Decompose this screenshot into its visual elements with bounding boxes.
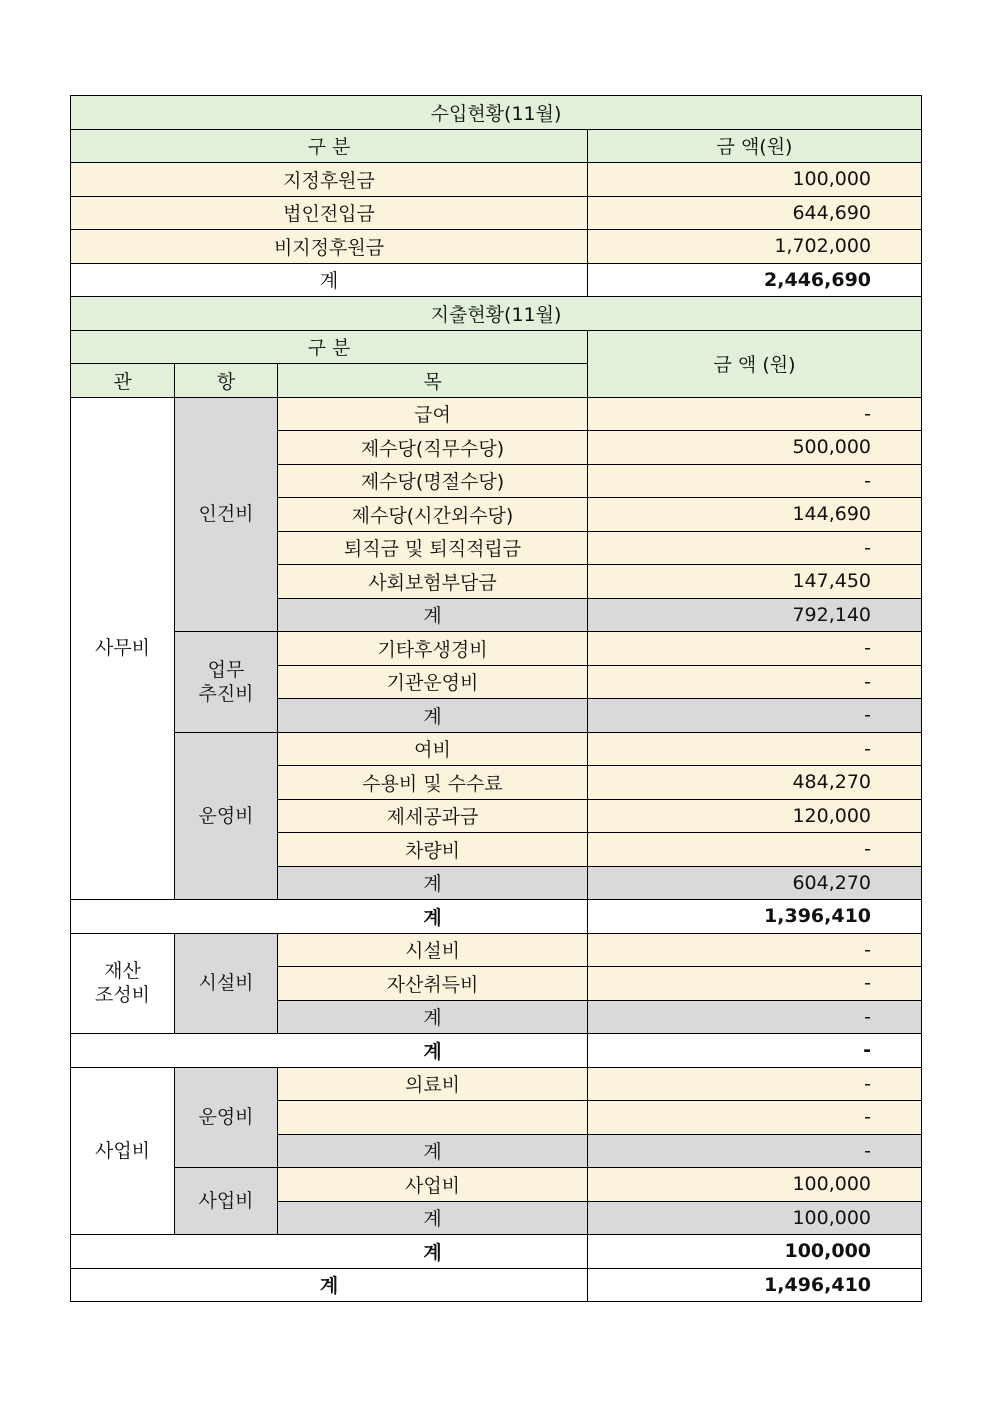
mok-header: 목 [278, 364, 588, 398]
hang-header: 항 [175, 364, 278, 398]
income-title: 수입현황(11월) [71, 96, 922, 130]
hang-cell: 업무 추진비 [175, 632, 278, 733]
expense-header-row [71, 330, 922, 364]
item-amount: - [588, 732, 922, 766]
hang-cell: 운영비 [175, 732, 278, 900]
grand-total-amount: 1,496,410 [588, 1268, 922, 1302]
mok-cell: 제수당(시간외수당) [278, 498, 588, 532]
income-amount: 644,690 [588, 196, 922, 230]
section-total-row [71, 1034, 922, 1068]
mok-cell: 급여 [278, 397, 588, 431]
section-total-amount: - [588, 1034, 922, 1068]
income-amount: 1,702,000 [588, 230, 922, 264]
item-amount: - [588, 833, 922, 867]
section-total-amount: 1,396,410 [588, 900, 922, 934]
item-amount: 120,000 [588, 799, 922, 833]
item-amount: - [588, 967, 922, 1001]
mok-cell: 퇴직금 및 퇴직적립금 [278, 531, 588, 565]
mok-cell: 수용비 및 수수료 [278, 766, 588, 800]
mok-cell: 여비 [278, 732, 588, 766]
hang-cell: 인건비 [175, 397, 278, 632]
hang-cell: 시설비 [175, 933, 278, 1034]
hang-cell: 사업비 [175, 1168, 278, 1235]
expense-item-row [71, 933, 922, 967]
item-amount: - [588, 1101, 922, 1135]
section-total-label: 계 [71, 1034, 588, 1068]
mok-cell: 의료비 [278, 1067, 588, 1101]
hang-subtotal-amount: 604,270 [588, 866, 922, 900]
expense-item-row [71, 732, 922, 766]
income-category: 법인전입금 [71, 196, 588, 230]
hang-cell: 운영비 [175, 1067, 278, 1168]
item-amount: - [588, 397, 922, 431]
item-amount: - [588, 665, 922, 699]
hang-subtotal-label: 계 [278, 866, 588, 900]
income-amount-header: 금 액(원) [588, 129, 922, 163]
expense-category-header: 구 분 [71, 330, 588, 364]
section-total-label: 계 [71, 900, 588, 934]
item-amount: 100,000 [588, 1168, 922, 1202]
section-total-label: 계 [71, 1235, 588, 1269]
grand-total-label: 계 [71, 1268, 588, 1302]
hang-subtotal-label: 계 [278, 1000, 588, 1034]
gwan-header: 관 [71, 364, 175, 398]
income-header-row [71, 129, 922, 163]
grand-total-row [71, 1268, 922, 1302]
expense-amount-header: 금 액 (원) [588, 330, 922, 397]
expense-title: 지출현황(11월) [71, 297, 922, 331]
income-total-row [71, 263, 922, 297]
financial-report-table [70, 95, 922, 1302]
mok-cell [278, 1101, 588, 1135]
ledger-body [71, 96, 922, 1302]
section-total-row [71, 900, 922, 934]
income-category: 지정후원금 [71, 163, 588, 197]
gwan-cell: 사무비 [71, 397, 175, 900]
hang-subtotal-amount: - [588, 699, 922, 733]
section-total-amount: 100,000 [588, 1235, 922, 1269]
mok-cell: 제수당(직무수당) [278, 431, 588, 465]
income-total-label: 계 [71, 263, 588, 297]
item-amount: - [588, 464, 922, 498]
expense-item-row [71, 397, 922, 431]
income-row [71, 196, 922, 230]
hang-subtotal-label: 계 [278, 1134, 588, 1168]
income-amount: 100,000 [588, 163, 922, 197]
mok-cell: 제세공과금 [278, 799, 588, 833]
mok-cell: 차량비 [278, 833, 588, 867]
item-amount: - [588, 933, 922, 967]
hang-subtotal-label: 계 [278, 598, 588, 632]
income-category: 비지정후원금 [71, 230, 588, 264]
income-total-amount: 2,446,690 [588, 263, 922, 297]
item-amount: 484,270 [588, 766, 922, 800]
hang-subtotal-amount: - [588, 1000, 922, 1034]
hang-subtotal-label: 계 [278, 1201, 588, 1235]
item-amount: - [588, 1067, 922, 1101]
mok-cell: 사업비 [278, 1168, 588, 1202]
hang-subtotal-amount: 100,000 [588, 1201, 922, 1235]
expense-item-row [71, 1067, 922, 1101]
hang-subtotal-amount: 792,140 [588, 598, 922, 632]
item-amount: - [588, 531, 922, 565]
mok-cell: 기타후생경비 [278, 632, 588, 666]
gwan-cell: 재산 조성비 [71, 933, 175, 1034]
expense-title-row [71, 297, 922, 331]
mok-cell: 제수당(명절수당) [278, 464, 588, 498]
mok-cell: 사회보험부담금 [278, 565, 588, 599]
income-row [71, 163, 922, 197]
item-amount: - [588, 632, 922, 666]
item-amount: 500,000 [588, 431, 922, 465]
mok-cell: 자산취득비 [278, 967, 588, 1001]
gwan-cell: 사업비 [71, 1067, 175, 1235]
mok-cell: 시설비 [278, 933, 588, 967]
mok-cell: 기관운영비 [278, 665, 588, 699]
item-amount: 147,450 [588, 565, 922, 599]
hang-subtotal-amount: - [588, 1134, 922, 1168]
expense-item-row [71, 1168, 922, 1202]
income-title-row [71, 96, 922, 130]
expense-item-row [71, 632, 922, 666]
income-category-header: 구 분 [71, 129, 588, 163]
section-total-row [71, 1235, 922, 1269]
income-row [71, 230, 922, 264]
item-amount: 144,690 [588, 498, 922, 532]
hang-subtotal-label: 계 [278, 699, 588, 733]
